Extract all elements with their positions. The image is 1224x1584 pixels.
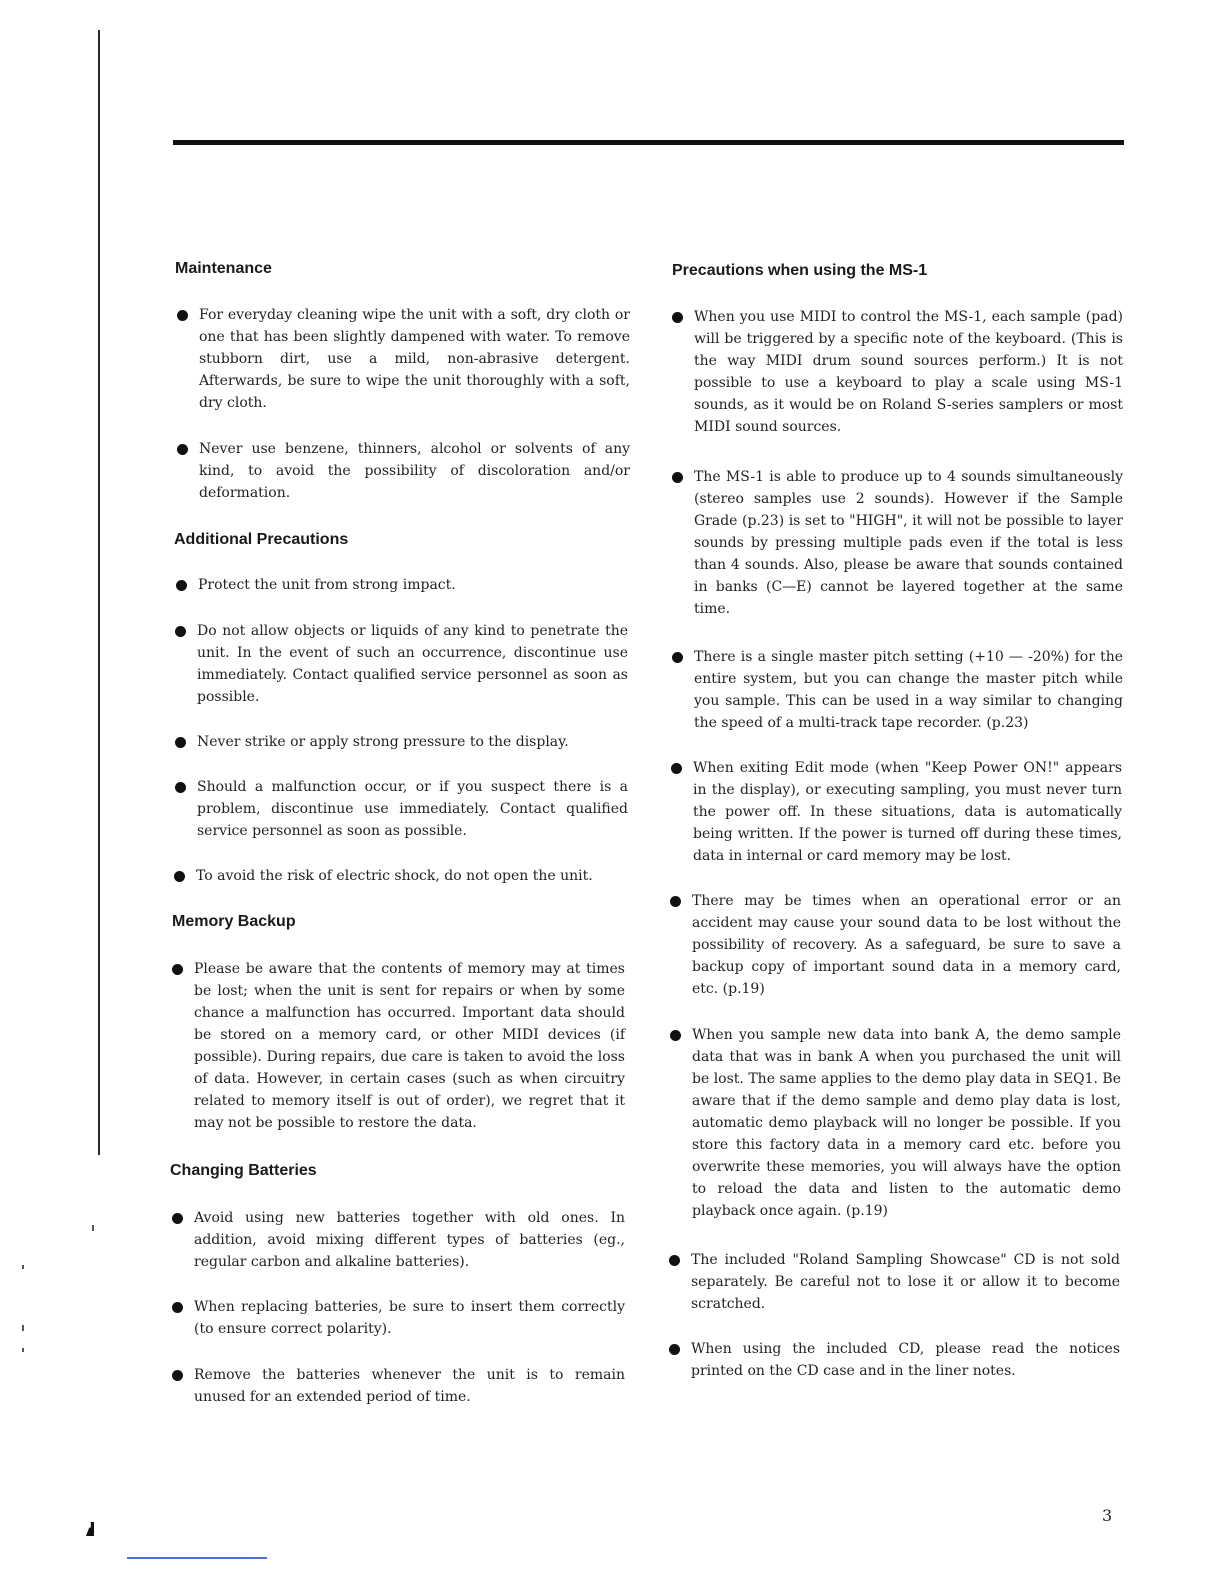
- scan-speck: [22, 1348, 24, 1352]
- precautions-item-5: [668, 890, 1121, 1000]
- bullet-icon: [172, 1370, 183, 1381]
- scan-mark: [86, 1522, 94, 1536]
- batteries-item-1: [170, 1207, 625, 1273]
- bullet-icon: [671, 763, 682, 774]
- precautions-item-7: [667, 1249, 1120, 1315]
- item-text: There may be times when an operational error or an accident may cause your sound data to be lost without the possibility of recovery. As a safeguard, be sure to save a backup copy of important sound data in a memory card, etc. (p.19): [692, 893, 1121, 997]
- item-text: The included "Roland Sampling Showcase" CD is not sold separately. Be careful not to lose it or allow it to become scratched.: [691, 1252, 1120, 1312]
- additional-item-3: [173, 731, 628, 753]
- bullet-icon: [669, 1255, 680, 1266]
- maintenance-item-2: [175, 438, 630, 504]
- bullet-icon: [177, 310, 188, 321]
- precautions-item-8: [667, 1338, 1120, 1382]
- item-text: Never use benzene, thinners, alcohol or solvents of any kind, to avoid the possibility of discoloration and/or deformation.: [199, 441, 630, 501]
- bullet-icon: [672, 312, 683, 323]
- additional-item-1: [174, 574, 629, 596]
- item-text: There is a single master pitch setting (+10 — -20%) for the entire system, but you can change the master pitch while you sample. This can be used in a way similar to changing the speed of a multi-track tape recorder. (p.23): [694, 649, 1123, 731]
- item-text: When you use MIDI to control the MS-1, each sample (pad) will be triggered by a specific note of the keyboard. (This is the way MIDI drum sound sources perform.) It is not possible to use a keyboard to play a scale using MS-1 sounds, as it would be on Roland S-series samplers or most MIDI sound sources.: [694, 309, 1123, 435]
- item-text: For everyday cleaning wipe the unit with a soft, dry cloth or one that has been slightly dampened with water. To remove stubborn dirt, use a mild, non-abrasive detergent. Afterwards, be sure to wipe the unit thoroughly with a soft, dry cloth.: [199, 307, 630, 411]
- item-text: To avoid the risk of electric shock, do not open the unit.: [196, 868, 593, 884]
- additional-item-2: [173, 620, 628, 708]
- item-text: Protect the unit from strong impact.: [198, 577, 456, 593]
- bullet-icon: [669, 1344, 680, 1355]
- precautions-item-2: [670, 466, 1123, 620]
- bullet-icon: [672, 472, 683, 483]
- batteries-item-3: [170, 1364, 625, 1408]
- header-rule: [173, 140, 1124, 145]
- item-text: The MS-1 is able to produce up to 4 sounds simultaneously (stereo samples use 2 sounds). However if the Sample Grade (p.23) is set to "HIGH", it will not be possible to layer sounds by pressing multiple pads even if the total is less than 4 sounds. Also, please be aware that sounds contained in banks (C—E) cannot be layered together at the same time.: [694, 469, 1123, 617]
- additional-item-4: [173, 776, 628, 842]
- precautions-item-4: [669, 757, 1122, 867]
- bullet-icon: [172, 964, 183, 975]
- batteries-item-2: [170, 1296, 625, 1340]
- item-text: When using the included CD, please read the notices printed on the CD case and in the liner notes.: [691, 1341, 1120, 1379]
- item-text: Avoid using new batteries together with old ones. In addition, avoid mixing different types of batteries (eg., regular carbon and alkaline batteries).: [194, 1210, 625, 1270]
- scan-speck: [22, 1325, 24, 1331]
- scan-speck: [22, 1265, 24, 1269]
- bullet-icon: [670, 1030, 681, 1041]
- item-text: When you sample new data into bank A, the demo sample data that was in bank A when you purchased the unit will be lost. The same applies to the demo play data in SEQ1. Be aware that if the demo sample and demo play data is lost, automatic demo playback will no longer be possible. If you store this factory data in a memory card etc. before you overwrite these memories, you will always have the option to reload the data and listen to the automatic demo playback once again. (p.19): [692, 1027, 1121, 1219]
- batteries-heading: Changing Batteries: [170, 1162, 317, 1179]
- additional-heading: Additional Precautions: [174, 531, 349, 548]
- precautions-item-6: [668, 1024, 1121, 1222]
- additional-item-5: [172, 865, 627, 887]
- precautions-heading: Precautions when using the MS-1: [672, 262, 928, 279]
- memory-heading: Memory Backup: [172, 913, 296, 930]
- bullet-icon: [174, 871, 185, 882]
- item-text: Remove the batteries whenever the unit is to remain unused for an extended period of time.: [194, 1367, 625, 1405]
- item-text: When replacing batteries, be sure to insert them correctly (to ensure correct polarity).: [194, 1299, 625, 1337]
- bullet-icon: [175, 626, 186, 637]
- bullet-icon: [172, 1213, 183, 1224]
- item-text: Never strike or apply strong pressure to the display.: [197, 734, 569, 750]
- precautions-item-3: [670, 646, 1123, 734]
- bullet-icon: [175, 782, 186, 793]
- bullet-icon: [175, 737, 186, 748]
- item-text: Do not allow objects or liquids of any kind to penetrate the unit. In the event of such an occurrence, discontinue use immediately. Contact qualified service personnel as soon as possible.: [197, 623, 628, 705]
- scan-margin-line: [98, 30, 100, 1155]
- item-text: When exiting Edit mode (when "Keep Power ON!" appears in the display), or executing sampling, you must never turn the power off. In these situations, data is automatically being written. If the power is turned off during these times, data in internal or card memory may be lost.: [693, 760, 1122, 864]
- maintenance-heading: Maintenance: [175, 260, 272, 277]
- scan-blue-line: [127, 1557, 267, 1559]
- bullet-icon: [176, 580, 187, 591]
- bullet-icon: [172, 1302, 183, 1313]
- scan-speck: [92, 1225, 94, 1231]
- bullet-icon: [177, 444, 188, 455]
- page-number: 3: [1102, 1506, 1113, 1525]
- bullet-icon: [670, 896, 681, 907]
- item-text: Please be aware that the contents of memory may at times be lost; when the unit is sent for repairs or when by some chance a malfunction has occurred. Important data should be stored on a memory card, or other MIDI devices (if possible). During repairs, due care is taken to avoid the loss of data. However, in certain cases (such as when circuitry related to memory itself is out of order), we regret that it may not be possible to restore the data.: [194, 961, 625, 1131]
- maintenance-item-1: [175, 304, 630, 414]
- precautions-item-1: [670, 306, 1123, 438]
- memory-item-1: [170, 958, 625, 1134]
- item-text: Should a malfunction occur, or if you suspect there is a problem, discontinue use immediately. Contact qualified service personnel as soon as possible.: [197, 779, 628, 839]
- bullet-icon: [672, 652, 683, 663]
